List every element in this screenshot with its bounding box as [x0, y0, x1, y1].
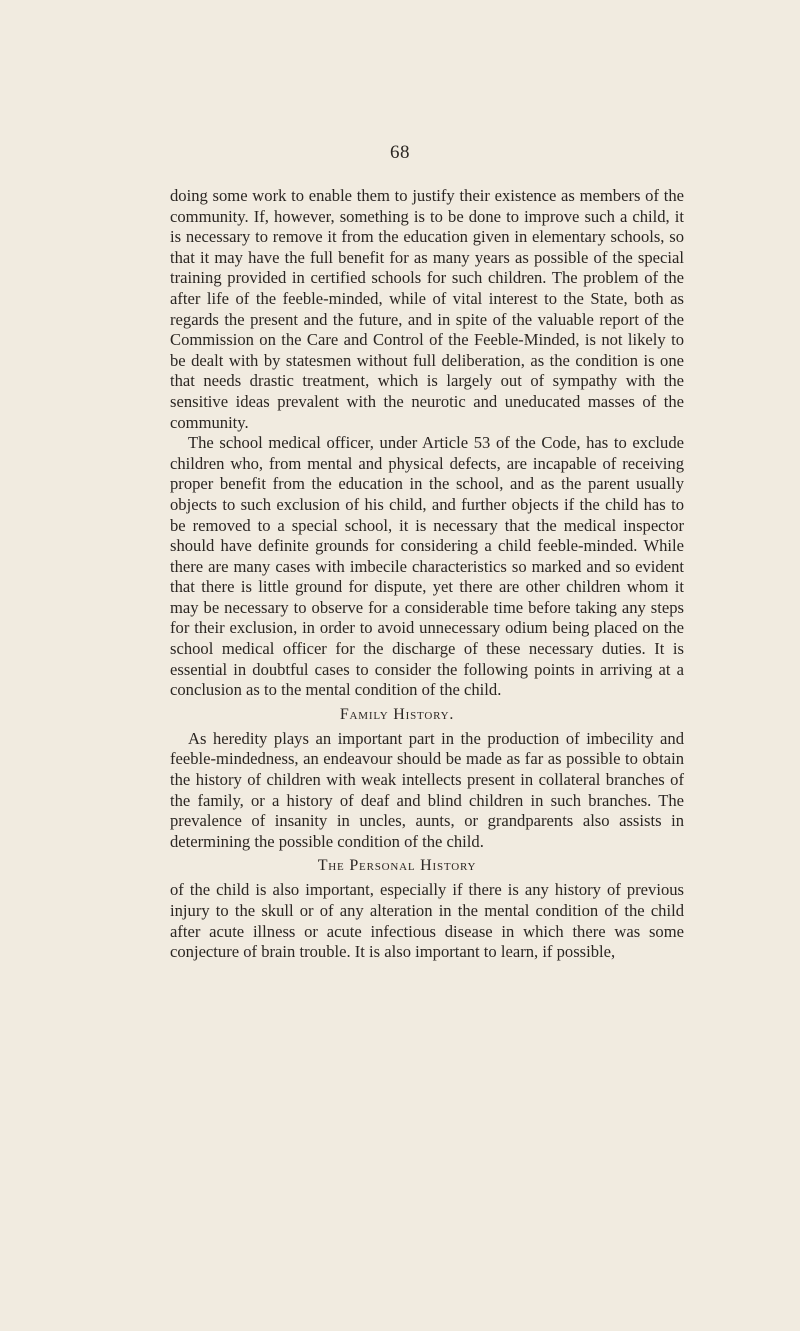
- paragraph-personal-history: of the child is also important, especially if there is any history of previous injury to the skull or of any alteration in the mental condition of the child after acute illness or acute infectious disease in which there was some conjecture of brain trouble. It is also important to learn, if possible,: [170, 880, 684, 962]
- body-text: [170, 186, 684, 963]
- paragraph-school-medical-officer: The school medical officer, under Article 53 of the Code, has to exclude children who, from mental and physical defects, are incapable of receiving proper benefit from the education in the school, and as the parent usually objects to such exclusion of his child, and further objects if the child has to be removed to a special school, it is necessary that the medical inspector should have definite grounds for considering a child feeble-minded. While there are many cases with imbecile characteristics so marked and so evident that there is little ground for dispute, yet there are other children whom it may be necessary to observe for a considerable time before taking any steps for their exclusion, in order to avoid unnecessary odium being placed on the school medical officer for the discharge of these necessary duties. It is essential in doubtful cases to consider the following points in arriving at a conclusion as to the mental condition of the child.: [170, 433, 684, 700]
- paragraph-continuation: doing some work to enable them to justify their existence as members of the community. If, however, something is to be done to improve such a child, it is necessary to remove it from the education given in elementary schools, so that it may have the full benefit for as many years as possible of the special training provided in certified schools for such children. The problem of the after life of the feeble-minded, while of vital interest to the State, both as regards the present and the future, and in spite of the valuable report of the Commission on the Care and Control of the Feeble-Minded, is not likely to be dealt with by statesmen without full deliberation, as the condition is one that needs drastic treatment, which is largely out of sympathy with the sensitive ideas prevalent with the neurotic and uneducated masses of the community.: [170, 186, 684, 432]
- paragraph-heredity: As heredity plays an important part in the production of imbecility and feeble-mindedness, an endeavour should be made as far as possible to obtain the history of children with weak intellects present in collateral branches of the family, or a history of deaf and blind children in such branches. The prevalence of insanity in uncles, aunts, or grandparents also assists in determining the possible condition of the child.: [170, 728, 684, 851]
- page-number: 68: [390, 142, 410, 163]
- section-heading-personal-history: The Personal History: [317, 857, 477, 875]
- section-heading-family-history: Family History.: [339, 705, 455, 723]
